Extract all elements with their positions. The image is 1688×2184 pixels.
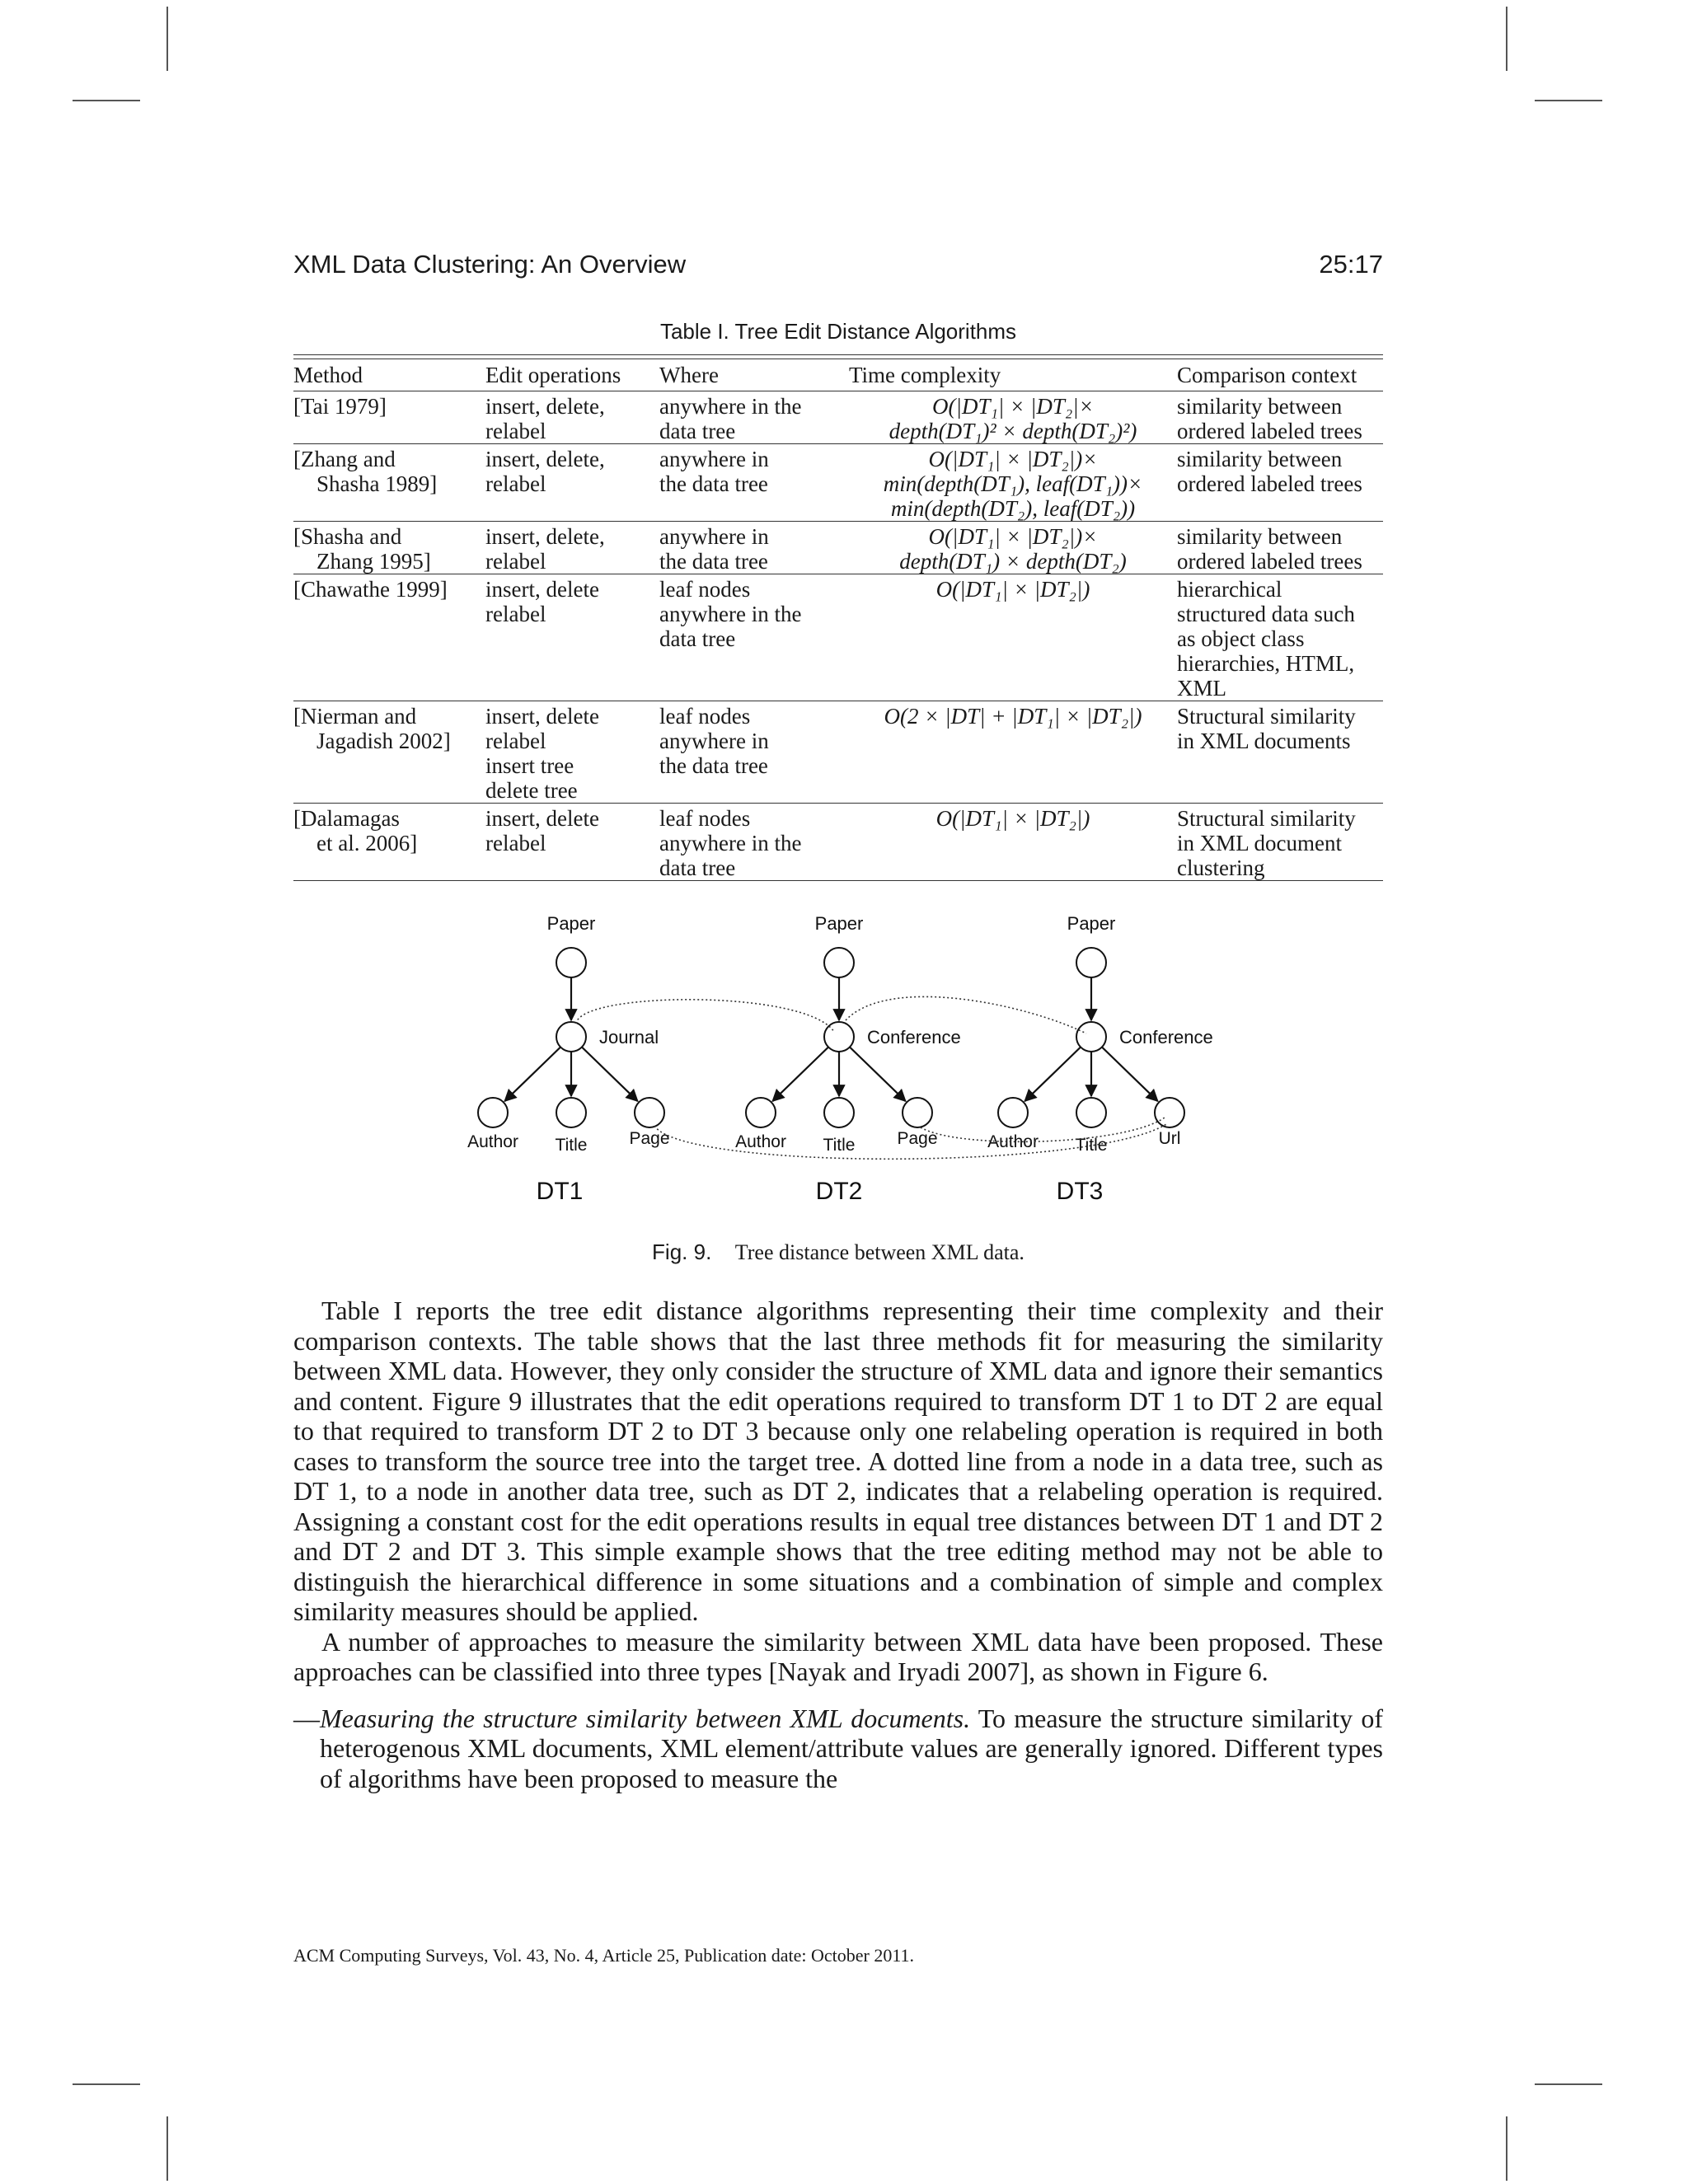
leaf-label: Author [467, 1132, 518, 1151]
cell-line: in XML document [1177, 831, 1342, 855]
cell-line: O(|DT₁| × |DT₂|) [935, 806, 1090, 831]
cell-line: anywhere in the [659, 831, 802, 855]
table-cell-method [293, 444, 485, 522]
cell-line: structured data such [1177, 602, 1355, 626]
cell-line: ordered labeled trees [1177, 471, 1362, 496]
table-cell-ops [485, 522, 659, 574]
page-number: 25:17 [1319, 250, 1383, 279]
table-cell-where [659, 701, 849, 804]
figure-caption-text: Tree distance between XML data. [734, 1240, 1025, 1264]
leaf-label: Title [1075, 1136, 1108, 1155]
table-cell-method [293, 391, 485, 444]
column-header: Where [659, 363, 719, 387]
cell-line: relabel [485, 549, 546, 574]
cell-line: relabel [485, 471, 546, 496]
root-label: Paper [814, 913, 864, 934]
cell-line: [Chawathe 1999] [293, 577, 448, 602]
paragraph: A number of approaches to measure the similarity between XML data have been proposed. These approaches can be classified into three types [Nayak and Iryadi 2007], as shown in Figure 6. [293, 1626, 1383, 1686]
leaf-node [1076, 1098, 1106, 1127]
cell-line: O(|DT₁| × |DT₂|)× [928, 524, 1098, 549]
table-cell-method [293, 701, 485, 804]
cell-line: the data tree [659, 549, 768, 574]
cell-line: insert, delete, [485, 394, 605, 419]
cell-line: delete tree [485, 778, 578, 803]
table-cell-context [1177, 522, 1383, 574]
child-node [824, 1022, 854, 1052]
cell-line: Shasha 1989] [316, 471, 438, 496]
child-label: Conference [867, 1027, 961, 1047]
leaf-node [635, 1098, 664, 1127]
crop-mark [1535, 100, 1602, 101]
edge-arrow [1025, 1047, 1081, 1102]
cell-line: relabel [485, 729, 546, 753]
table-cell-method [293, 522, 485, 574]
running-title: XML Data Clustering: An Overview [293, 250, 687, 279]
cell-line: relabel [485, 831, 546, 855]
leaf-label: Author [735, 1132, 786, 1151]
leaf-label: Url [1158, 1129, 1181, 1148]
table-cell-time [849, 391, 1177, 444]
cell-line: [Zhang and [293, 447, 396, 471]
leaf-node [903, 1098, 932, 1127]
cell-line: ordered labeled trees [1177, 419, 1362, 443]
table-cell-time [849, 574, 1177, 701]
crop-mark [73, 100, 140, 101]
edge-arrow [850, 1047, 906, 1102]
table-cell-time [849, 701, 1177, 804]
tree-name-label: DT3 [1056, 1178, 1104, 1205]
table-cell-time [849, 804, 1177, 881]
cell-line: insert tree [485, 753, 574, 778]
figure-9 [445, 907, 1236, 1236]
cell-line: insert, delete [485, 577, 599, 602]
table-cell-where [659, 804, 849, 881]
leaf-node [998, 1098, 1028, 1127]
cell-line: Structural similarity [1177, 806, 1356, 831]
table-cell-time [849, 444, 1177, 522]
leaf-label: Author [987, 1132, 1039, 1151]
paragraph: Table I reports the tree edit distance algorithms representing their time complexity and their comparison contexts. The table shows that the last three methods fit for measuring the similarity between XML data. However, they only consider the structure of XML data and ignore their semantics and content. Figure 9 illustrates that the edit operations required to transform DT 1 to DT 2 are equal to that required to transform DT 2 to DT 3 because only one relabeling operation is required in both cases to transform the source tree into the target tree. A dotted line from a node in a data tree, such as DT 1, to a node in another data tree, such as DT 2, indicates that a relabeling operation is required. Assigning a constant cost for the edit operations results in equal tree distances between DT 1 and DT 2 and DT 2 and DT 3. This simple example shows that the tree editing method may not be able to distinguish the hierarchical difference in some situations and a combination of simple and complex similarity measures should be applied. [293, 1296, 1383, 1626]
crop-mark [1506, 2116, 1507, 2181]
table-cell-ops [485, 701, 659, 804]
table-row [293, 701, 1383, 804]
leaf-label: Page [629, 1129, 670, 1148]
cell-line: data tree [659, 419, 736, 443]
cell-line: depth(DT₁)² × depth(DT₂)²) [889, 419, 1137, 443]
cell-line: Structural similarity [1177, 704, 1356, 729]
cell-line: O(|DT₁| × |DT₂|)× [928, 447, 1098, 471]
table-cell-context [1177, 574, 1383, 701]
table-row [293, 574, 1383, 701]
root-node [824, 948, 854, 977]
leaf-node [746, 1098, 776, 1127]
child-label: Conference [1119, 1027, 1213, 1047]
root-node [1076, 948, 1106, 977]
cell-line: data tree [659, 855, 736, 880]
table-caption: Table I. Tree Edit Distance Algorithms [659, 319, 1017, 344]
cell-line: Zhang 1995] [316, 549, 431, 574]
cell-line: ordered labeled trees [1177, 549, 1362, 574]
column-header: Comparison context [1177, 363, 1357, 387]
table-cell-method [293, 574, 485, 701]
table-row [293, 804, 1383, 881]
child-node [556, 1022, 586, 1052]
cell-line: [Shasha and [293, 524, 402, 549]
table-cell-where [659, 574, 849, 701]
table [293, 363, 1383, 881]
cell-line: hierarchical [1177, 577, 1282, 602]
table-row [293, 391, 1383, 444]
cell-line: anywhere in the [659, 394, 802, 419]
footer-citation: ACM Computing Surveys, Vol. 43, No. 4, Article 25, Publication date: October 2011. [293, 1945, 915, 1966]
cell-line: insert, delete [485, 806, 599, 831]
list-item-title: Measuring the structure similarity between XML documents. [320, 1703, 971, 1733]
table-cell-where [659, 444, 849, 522]
column-header: Method [293, 363, 363, 387]
table-top-rule [293, 354, 1383, 355]
dotted-relabel-line [921, 1118, 1165, 1141]
table-cell-ops [485, 574, 659, 701]
edge-arrow [504, 1047, 560, 1102]
cell-line: relabel [485, 419, 546, 443]
cell-line: similarity between [1177, 394, 1343, 419]
child-node [1076, 1022, 1106, 1052]
leaf-node [478, 1098, 508, 1127]
leaf-node [1155, 1098, 1184, 1127]
column-header: Time complexity [849, 363, 1001, 387]
crop-mark [1506, 7, 1507, 71]
cell-line: similarity between [1177, 524, 1343, 549]
cell-line: anywhere in the [659, 602, 802, 626]
cell-line: [Nierman and [293, 704, 417, 729]
cell-line: [Tai 1979] [293, 394, 387, 419]
table-cell-context [1177, 444, 1383, 522]
cell-line: XML [1177, 676, 1226, 701]
cell-line: Jagadish 2002] [316, 729, 451, 753]
table-cell-context [1177, 701, 1383, 804]
table-cell-ops [485, 444, 659, 522]
table-row [293, 522, 1383, 574]
figure-number: Fig. 9. [652, 1240, 712, 1264]
tree-diagram [445, 907, 1236, 1236]
cell-line: et al. 2006] [316, 831, 418, 855]
root-label: Paper [1067, 913, 1116, 934]
cell-line: leaf nodes [659, 577, 751, 602]
figure-caption [293, 1240, 1383, 1265]
table-cell-context [1177, 804, 1383, 881]
leaf-node [824, 1098, 854, 1127]
table-cell-time [849, 522, 1177, 574]
cell-line: anywhere in [659, 524, 769, 549]
cell-line: hierarchies, HTML, [1177, 651, 1355, 676]
leaf-label: Page [897, 1129, 938, 1148]
tree-name-label: DT2 [815, 1178, 863, 1205]
cell-line: insert, delete, [485, 524, 605, 549]
cell-line: the data tree [659, 753, 768, 778]
table-row [293, 444, 1383, 522]
cell-line: relabel [485, 602, 546, 626]
cell-line: similarity between [1177, 447, 1343, 471]
root-label: Paper [546, 913, 596, 934]
cell-line: as object class [1177, 626, 1305, 651]
edge-arrow [582, 1047, 638, 1102]
tree-name-label: DT1 [536, 1178, 584, 1205]
cell-line: min(depth(DT₂), leaf(DT₂)) [890, 496, 1136, 521]
leaf-label: Title [555, 1136, 588, 1155]
cell-line: min(depth(DT₁), leaf(DT₁))× [883, 471, 1143, 496]
table-cell-context [1177, 391, 1383, 444]
cell-line: O(|DT₁| × |DT₂|× [932, 394, 1094, 419]
table-cell-ops [485, 391, 659, 444]
list-item-text: To measure the structure similarity of heterogenous XML documents, XML element/attribute values are generally ignored. Different types of algorithms have been proposed to measure the [320, 1703, 1384, 1793]
cell-line: leaf nodes [659, 806, 751, 831]
running-head [293, 250, 1383, 286]
leaf-node [556, 1098, 586, 1127]
cell-line: depth(DT₁) × depth(DT₂) [899, 549, 1127, 574]
cell-line: the data tree [659, 471, 768, 496]
table-cell-where [659, 522, 849, 574]
edge-arrow [772, 1047, 828, 1102]
cell-line: clustering [1177, 855, 1265, 880]
column-header: Edit operations [485, 363, 621, 387]
cell-line: insert, delete, [485, 447, 605, 471]
cell-line: anywhere in [659, 729, 769, 753]
table-cell-ops [485, 804, 659, 881]
cell-line: insert, delete [485, 704, 599, 729]
table-header-row [293, 363, 1383, 391]
table-cell-where [659, 391, 849, 444]
cell-line: O(2 × |DT| + |DT₁| × |DT₂|) [884, 704, 1142, 729]
cell-line: in XML documents [1177, 729, 1351, 753]
cell-line: data tree [659, 626, 736, 651]
cell-line: O(|DT₁| × |DT₂|) [935, 577, 1090, 602]
root-node [556, 948, 586, 977]
leaf-label: Title [823, 1136, 856, 1155]
crop-mark [1535, 2083, 1602, 2085]
table-cell-method [293, 804, 485, 881]
crop-mark [73, 2083, 140, 2085]
crop-mark [166, 2116, 168, 2181]
child-label: Journal [599, 1027, 659, 1047]
edge-arrow [1102, 1047, 1158, 1102]
cell-line: anywhere in [659, 447, 769, 471]
cell-line: leaf nodes [659, 704, 751, 729]
cell-line: [Dalamagas [293, 806, 400, 831]
crop-mark [166, 7, 168, 71]
list-item: —Measuring the structure similarity between XML documents. To measure the structure similarity of heterogenous XML documents, XML element/attribute values are generally ignored. Different types of algorithms have been proposed to measure the [293, 1703, 1384, 1793]
body-text [293, 1296, 1383, 1793]
